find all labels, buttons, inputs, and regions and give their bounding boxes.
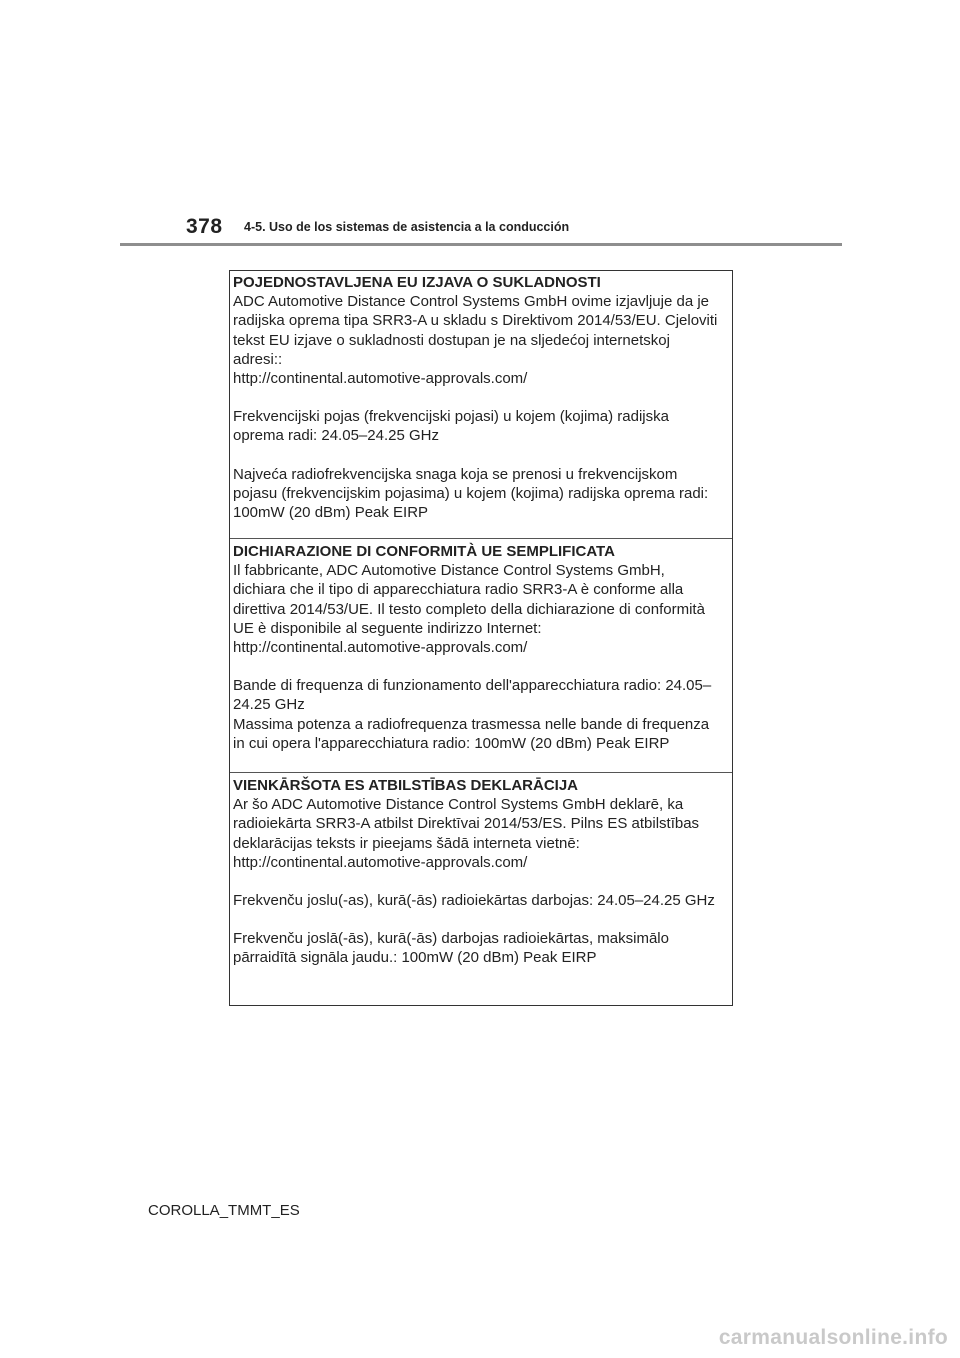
text-line: deklarācijas teksts ir pieejams šādā interneta vietnē: [233,834,580,852]
text-line: Il fabbricante, ADC Automotive Distance Control Systems GmbH, [233,562,665,580]
section-heading: DICHIARAZIONE DI CONFORMITÀ UE SEMPLIFICATA [233,543,615,560]
text-line: Frekvenču joslā(-ās), kurā(-ās) darbojas radioiekārtas, maksimālo pārraidītā signāla jaudu.: 100mW (20 dBm) Peak EIRP [233,930,669,967]
text-line: 24.25 GHz [233,696,305,714]
text-line: UE è disponibile al seguente indirizzo Internet: [233,619,542,637]
url-text: http://continental.automotive-approvals.com/ [233,639,528,657]
section-title: 4-5. Uso de los sistemas de asistencia a la conducción [244,220,570,234]
text-line: 100mW (20 dBm) Peak EIRP [233,504,429,522]
text-line: Ar šo ADC Automotive Distance Control Systems GmbH deklarē, ka [233,796,684,814]
text-line: in cui opera l'apparecchiatura radio: 100mW (20 dBm) Peak EIRP [233,734,670,752]
text-line: pojasu (frekvencijskim pojasima) u kojem (kojima) radijska oprema radi: [233,484,709,502]
text-line: Frekvencijski pojas (frekvencijski pojasi) u kojem (kojima) radijska [233,408,669,426]
spacer [233,910,732,929]
document-code: COROLLA_TMMT_ES [148,1202,300,1219]
section-heading: POJEDNOSTAVLJENA EU IZJAVA O SUKLADNOSTI [233,274,601,291]
spacer [233,388,732,407]
paragraph [233,676,732,753]
text-line: direttiva 2014/53/UE. Il testo completo della dichiarazione di conformità [233,600,705,618]
spacer [233,446,732,465]
text-line: radijska oprema tipa SRR3-A u skladu s Direktivom 2014/53/EU. Cjeloviti [233,312,718,330]
text-line: radioiekārta SRR3-A atbilst Direktīvai 2014/53/ES. Pilns ES atbilstības [233,815,700,833]
text-line: dichiara che il tipo di apparecchiatura radio SRR3-A è conforme alla [233,581,684,599]
spacer [233,657,732,676]
paragraph [233,292,732,388]
declaration-box [229,270,733,1006]
url-text: http://continental.automotive-approvals.com/ [233,853,528,871]
spacer [233,872,732,891]
text-line: Massima potenza a radiofrequenza trasmessa nelle bande di frequenza [233,715,710,733]
paragraph [233,891,732,910]
text-line: Frekvenču joslu(-as), kurā(-ās) radioiekārtas darbojas: 24.05–24.25 GHz [233,892,715,910]
page-number: 378 [186,215,223,238]
paragraph [233,561,732,657]
text-line: ADC Automotive Distance Control Systems GmbH ovime izjavljuje da je [233,293,710,311]
paragraph [233,465,732,523]
paragraph [233,795,732,872]
watermark-logo: carmanualsonline.info [718,1326,948,1349]
text-line: tekst EU izjave o sukladnosti dostupan je na sljedećoj internetskoj [233,331,670,349]
declaration-section-hr [230,273,732,522]
text-line: oprema radi: 24.05–24.25 GHz [233,427,439,445]
header-rule [120,243,842,246]
declaration-section-it [230,538,732,753]
url-text: http://continental.automotive-approvals.com/ [233,370,528,388]
text-line: Bande di frequenza di funzionamento dell'apparecchiatura radio: 24.05– [233,677,712,695]
declaration-section-lv [230,772,732,968]
section-heading: VIENKĀRŠOTA ES ATBILSTĪBAS DEKLARĀCIJA [233,777,579,794]
paragraph [233,929,732,967]
paragraph [233,407,732,445]
text-line: Najveća radiofrekvencijska snaga koja se prenosi u frekvencijskom [233,465,678,483]
text-line: adresi:: [233,350,283,368]
